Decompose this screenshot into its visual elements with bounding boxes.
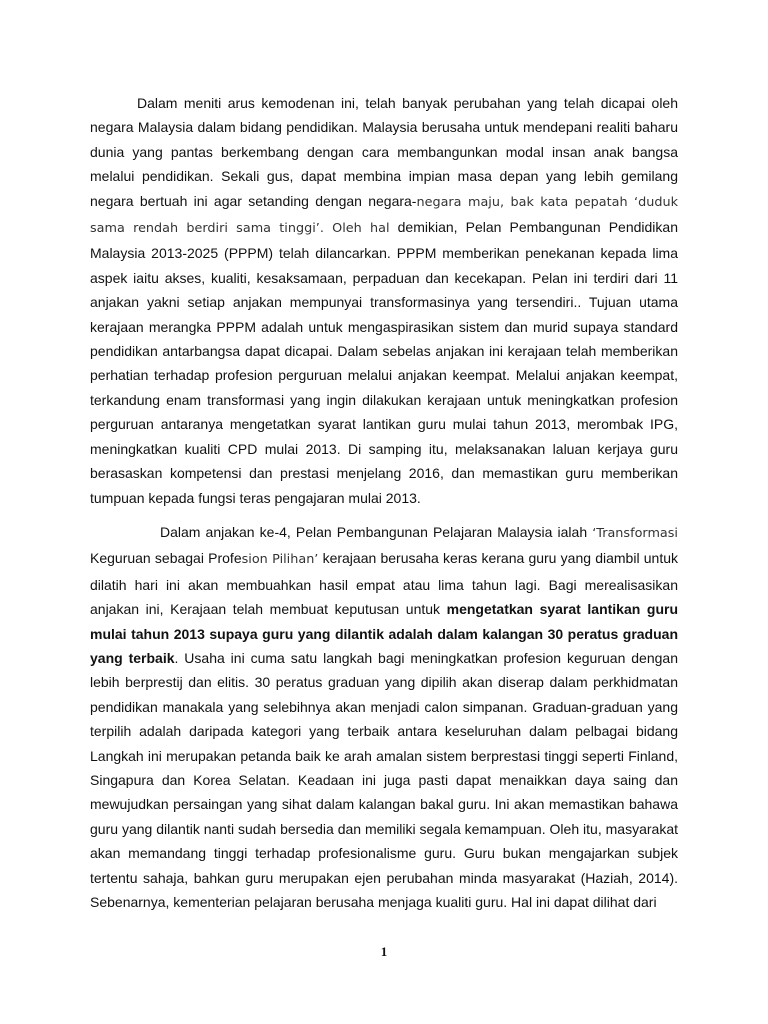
paragraph-2-quote-end: sion Pilihan’ bbox=[241, 552, 319, 568]
paragraph-1-text: Dalam meniti arus kemodenan ini, telah banyak perubahan yang telah dicapai oleh negara Malaysia dalam bidang pendidikan. Malaysia berusaha untuk mendepani realiti baharu dunia yang pantas berkembang dengan cara membangunkan modal insan anak bangsa melalui pendidikan. Sekali gus, dapat membina impian masa depan yang lebih gemilang negara bertuah ini agar setanding dengan negara- bbox=[90, 95, 678, 209]
paragraph-2 bbox=[90, 520, 678, 915]
page-number: 1 bbox=[380, 944, 388, 959]
paragraph-1 bbox=[90, 91, 678, 510]
paragraph-2-text-c: kerajaan berusaha keras kerana guru yang diambil untuk dilatih hari ini akan membuahkan hasil empat atau lima tahun lagi. Bagi merealisasikan anjakan ini, Kerajaan telah membuat keputusan untuk bbox=[90, 550, 679, 618]
paragraph-2-quote-start: ‘Transformasi bbox=[592, 526, 678, 541]
paragraph-2-text-d: . Usaha ini cuma satu langkah bagi meningkatkan profesion keguruan dengan lebih berprestij dan elitis. 30 peratus graduan yang dipilih akan diserap dalam perkhidmatan pendidikan manakala yang selebihnya akan menjadi calon simpanan. Graduan-graduan yang terpilih adalah daripada kategori yang terbaik antara keseluruhan dalam pelbagai bidang Langkah ini merupakan petanda baik ke arah amalan sistem berprestasi tinggi seperti Finland, Singapura dan Korea Selatan. Keadaan ini juga pasti dapat menaikkan daya saing dan mewujudkan persaingan yang sihat dalam kalangan bakal guru. Ini akan memastikan bahawa guru yang dilantik nanti sudah bersedia dan memiliki segala kemampuan. Oleh itu, masyarakat akan memandang tinggi terhadap profesionalisme guru. Guru bukan mengajarkan subjek tertentu sahaja, bahkan guru merupakan ejen perubahan minda masyarakat (Haziah, 2014). Sebenarnya, kementerian pelajaran berusaha menjaga kualiti guru. Hal ini dapat dilihat dari bbox=[90, 650, 678, 911]
paragraph-1-quote: negara maju, bak kata pepatah ‘duduk sama rendah berdiri sama tinggi’. Oleh hal bbox=[90, 194, 678, 237]
paragraph-2-bold-statement: mengetatkan syarat lantikan guru mulai tahun 2013 supaya guru yang dilantik adalah dalam kalangan 30 peratus graduan yang terbaik bbox=[90, 601, 678, 667]
paragraph-2-text: Dalam anjakan ke-4, Pelan Pembangunan Pelajaran Malaysia ialah bbox=[160, 524, 593, 540]
paragraph-2-text-b: Keguruan sebagai Profe bbox=[90, 550, 242, 567]
paragraph-1-text-cont: demikian, Pelan Pembangunan Pendidikan Malaysia 2013-2025 (PPPM) telah dilancarkan. PPPM memberikan penekanan kepada lima aspek iaitu akses, kualiti, kesaksamaan, perpaduan dan kecekapan. Pelan ini terdiri dari 11 anjakan yakni setiap anjakan mempunyai transformasinya yang tersendiri.. Tujuan utama kerajaan merangka PPPM adalah untuk mengaspirasikan sistem dan murid supaya standard pendidikan antarbangsa dapat dicapai. Dalam sebelas anjakan ini kerajaan telah memberikan perhatian terhadap profesion perguruan melalui anjakan keempat. Melalui anjakan keempat, terkandung enam transformasi yang ingin dilakukan kerajaan untuk meningkatkan profesion perguruan antaranya mengetatkan syarat lantikan guru mulai tahun 2013, merombak IPG, meningkatkan kualiti CPD mulai 2013. Di samping itu, melaksanakan laluan kerjaya guru berasaskan kompetensi dan prestasi menjelang 2016, dan memastikan guru memberikan tumpuan kepada fungsi teras pengajaran mulai 2013. bbox=[90, 219, 678, 506]
